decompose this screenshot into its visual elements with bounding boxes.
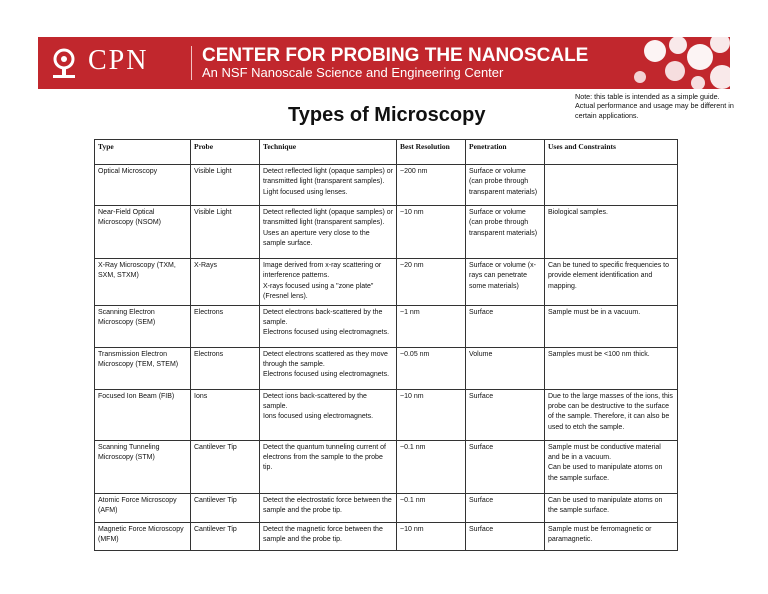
- uses-cell-line: Sample must be in a vacuum.: [548, 308, 641, 316]
- type-cell: Optical Microscopy: [95, 165, 191, 206]
- table-row: [95, 259, 678, 306]
- penetration-cell: Surface or volume (can probe through transparent materials): [466, 165, 545, 206]
- probe-cell: Ions: [191, 389, 260, 440]
- probe-cell: Visible Light: [191, 165, 260, 206]
- resolution-cell: ~10 nm: [397, 522, 466, 550]
- probe-cell: Electrons: [191, 347, 260, 389]
- technique-cell: [260, 305, 397, 347]
- uses-cell-line: Sample must be ferromagnetic or paramagnetic.: [548, 525, 652, 544]
- disclaimer-note: Note: this table is intended as a simple guide. Actual performance and usage may be different in certain applications.: [575, 92, 734, 120]
- uses-cell-line: Can be tuned to specific frequencies to provide element identification and mapping.: [548, 262, 670, 290]
- uses-cell: [545, 259, 678, 306]
- probe-cell: Electrons: [191, 305, 260, 347]
- penetration-cell: Surface: [466, 440, 545, 493]
- table-header-row: [95, 140, 678, 165]
- center-subtitle: An NSF Nanoscale Science and Engineering Center: [202, 65, 504, 80]
- technique-cell-line: Detect ions back-scattered by the sample.: [263, 392, 367, 411]
- column-header: Penetration: [466, 140, 545, 165]
- technique-cell-line: Image derived from x-ray scattering or interference patterns.: [263, 262, 382, 280]
- penetration-cell: Surface: [466, 389, 545, 440]
- uses-cell-line: Samples must be <100 nm thick.: [548, 350, 650, 358]
- technique-cell-line: Uses an aperture very close to the sample surface.: [263, 229, 370, 248]
- resolution-cell: ~10 nm: [397, 389, 466, 440]
- uses-cell: [545, 305, 678, 347]
- uses-cell-line: Can be used to manipulate atoms on the sample surface.: [548, 464, 663, 482]
- probe-cell: Cantilever Tip: [191, 522, 260, 550]
- resolution-cell: ~200 nm: [397, 165, 466, 206]
- technique-cell-line: Detect electrons back-scattered by the sample.: [263, 308, 383, 327]
- technique-cell-line: Detect reflected light (opaque samples) or transmitted light (transparent samples).: [263, 209, 393, 227]
- column-header: Uses and Constraints: [545, 140, 678, 165]
- technique-cell-line: Detect the electrostatic force between the sample and the probe tip.: [263, 496, 392, 515]
- type-cell: Scanning Tunneling Microscopy (STM): [95, 440, 191, 493]
- uses-cell: [545, 522, 678, 550]
- penetration-cell: Surface or volume (x-rays can penetrate some materials): [466, 259, 545, 306]
- resolution-cell: ~0.1 nm: [397, 440, 466, 493]
- probe-cell: Cantilever Tip: [191, 493, 260, 522]
- penetration-cell: Surface: [466, 522, 545, 550]
- technique-cell: [260, 522, 397, 550]
- table-row: [95, 305, 678, 347]
- resolution-cell: ~0.1 nm: [397, 493, 466, 522]
- banner-divider: [191, 46, 192, 80]
- resolution-cell: ~1 nm: [397, 305, 466, 347]
- probe-cell: Cantilever Tip: [191, 440, 260, 493]
- table-row: [95, 440, 678, 493]
- uses-cell-line: Can be used to manipulate atoms on the sample surface.: [548, 496, 663, 515]
- technique-cell-line: Detect the quantum tunneling current of electrons from the sample to the probe tip.: [263, 443, 386, 472]
- uses-cell: [545, 493, 678, 522]
- table-row: [95, 389, 678, 440]
- type-cell: Transmission Electron Microscopy (TEM, STEM): [95, 347, 191, 389]
- logo-text: CPN: [88, 45, 149, 76]
- table-row: [95, 165, 678, 206]
- technique-cell-line: Detect electrons scattered as they move through the sample.: [263, 350, 388, 369]
- type-cell: Scanning Electron Microscopy (SEM): [95, 305, 191, 347]
- technique-cell: [260, 165, 397, 206]
- probe-cell: X-Rays: [191, 259, 260, 306]
- uses-cell: [545, 206, 678, 259]
- penetration-cell: Surface: [466, 305, 545, 347]
- column-header: Type: [95, 140, 191, 165]
- nanoparticle-decoration-icon: [620, 37, 730, 89]
- resolution-cell: ~0.05 nm: [397, 347, 466, 389]
- uses-cell: [545, 165, 678, 206]
- column-header: Technique: [260, 140, 397, 165]
- uses-cell: [545, 347, 678, 389]
- technique-cell-line: Ions focused using electromagnets.: [263, 413, 374, 421]
- technique-cell: [260, 347, 397, 389]
- column-header: Probe: [191, 140, 260, 165]
- technique-cell: [260, 206, 397, 259]
- table-row: [95, 206, 678, 259]
- header-banner: [38, 37, 730, 89]
- technique-cell-line: X-rays focused using a "zone plate" (Fresnel lens).: [263, 282, 374, 301]
- resolution-cell: ~10 nm: [397, 206, 466, 259]
- uses-cell-line: Biological samples.: [548, 209, 608, 216]
- center-title: CENTER FOR PROBING THE NANOSCALE: [202, 45, 589, 66]
- technique-cell-line: Detect the magnetic force between the sample and the probe tip.: [263, 525, 383, 544]
- technique-cell: [260, 440, 397, 493]
- type-cell: X-Ray Microscopy (TXM, SXM, STXM): [95, 259, 191, 306]
- penetration-cell: Volume: [466, 347, 545, 389]
- type-cell: Magnetic Force Microscopy (MFM): [95, 522, 191, 550]
- technique-cell-line: Electrons focused using electromagnets.: [263, 329, 390, 337]
- column-header: Best Resolution: [397, 140, 466, 165]
- uses-cell-line: Sample must be conductive material and be in a vacuum.: [548, 443, 661, 462]
- technique-cell-line: Electrons focused using electromagnets.: [263, 371, 390, 379]
- technique-cell: [260, 389, 397, 440]
- technique-cell-line: Light focused using lenses.: [263, 188, 348, 196]
- resolution-cell: ~20 nm: [397, 259, 466, 306]
- technique-cell: [260, 259, 397, 306]
- technique-cell: [260, 493, 397, 522]
- penetration-cell: Surface or volume (can probe through transparent materials): [466, 206, 545, 259]
- table-row: [95, 493, 678, 522]
- uses-cell: [545, 440, 678, 493]
- microscopy-table: [94, 139, 678, 551]
- uses-cell: [545, 389, 678, 440]
- technique-cell-line: Detect reflected light (opaque samples) or transmitted light (transparent samples).: [263, 168, 393, 186]
- page-title: Types of Microscopy: [288, 104, 486, 126]
- probe-cell: Visible Light: [191, 206, 260, 259]
- table-row: [95, 522, 678, 550]
- type-cell: Atomic Force Microscopy (AFM): [95, 493, 191, 522]
- cpn-logo-icon: [45, 45, 83, 81]
- penetration-cell: Surface: [466, 493, 545, 522]
- type-cell: Near-Field Optical Microscopy (NSOM): [95, 206, 191, 259]
- type-cell: Focused Ion Beam (FIB): [95, 389, 191, 440]
- uses-cell-line: Due to the large masses of the ions, this probe can be destructive to the surface of the sample. Therefore, it can also be used to etch the sample.: [548, 392, 673, 431]
- table-row: [95, 347, 678, 389]
